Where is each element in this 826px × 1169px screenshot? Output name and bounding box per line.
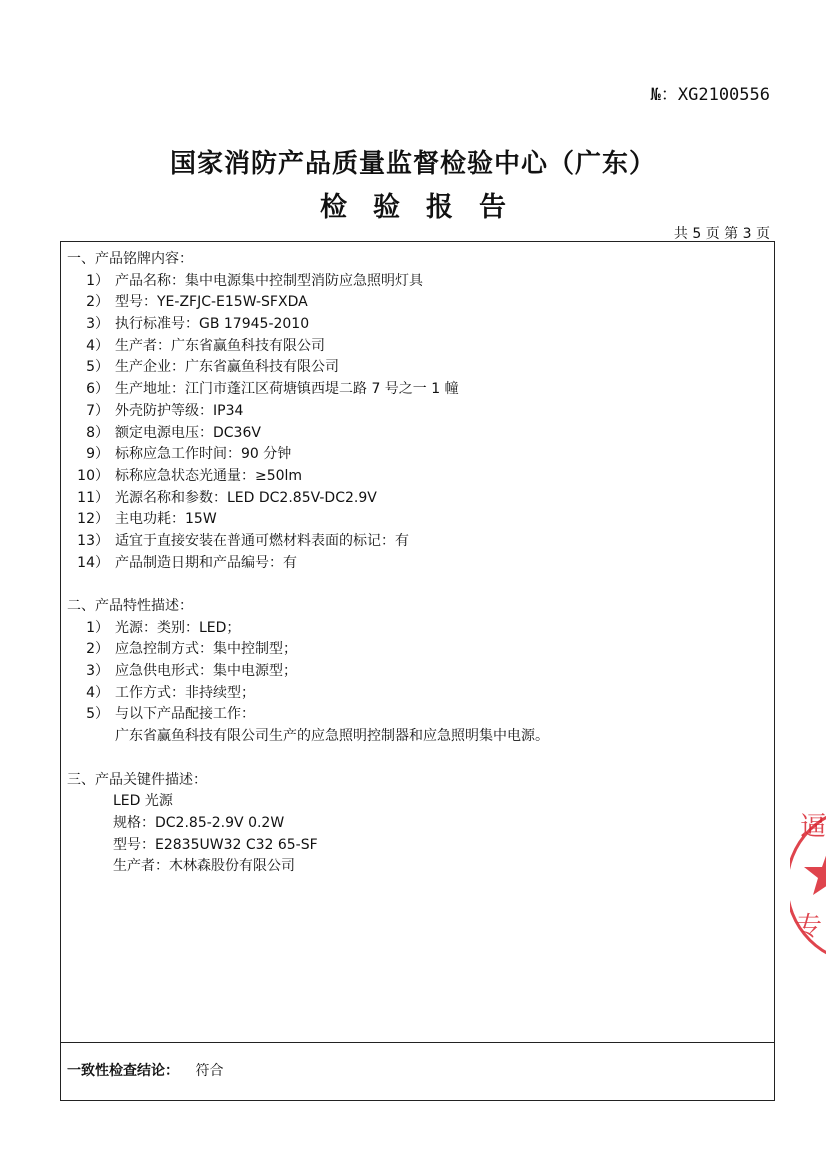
list-item: 1） 产品名称：集中电源集中控制型消防应急照明灯具	[86, 272, 423, 289]
list-item: 8） 额定电源电压：DC36V	[86, 424, 261, 441]
section-1-heading: 一、产品铭牌内容：	[67, 251, 193, 267]
report-title: 检验报告	[320, 192, 532, 223]
report-frame	[60, 241, 775, 1101]
organization-title: 国家消防产品质量监督检验中心（广东）	[169, 149, 656, 179]
list-item: 11） 光源名称和参数：LED DC2.85V-DC2.9V	[77, 489, 377, 506]
component-name: LED 光源	[113, 793, 173, 810]
list-item: 1） 光源：类别：LED；	[86, 619, 241, 636]
svg-text:专: 专	[796, 912, 823, 942]
divider	[61, 1042, 774, 1043]
report-content	[67, 249, 768, 878]
list-item: 5） 与以下产品配接工作：	[86, 706, 255, 723]
conclusion-label: 一致性检查结论：	[67, 1063, 179, 1079]
list-item: 4） 工作方式：非持续型；	[86, 684, 255, 701]
section-2-heading: 二、产品特性描述：	[67, 598, 193, 614]
section-3-heading: 三、产品关键件描述：	[67, 771, 207, 788]
component-manufacturer: 生产者：木林森股份有限公司	[113, 858, 295, 875]
report-number: №：XG2100556	[650, 85, 770, 105]
conclusion	[67, 1060, 223, 1080]
list-item: 3） 应急供电形式：集中电源型；	[86, 663, 297, 680]
spacer	[67, 748, 768, 770]
spacer	[67, 574, 768, 596]
list-item: 2） 应急控制方式：集中控制型；	[86, 641, 297, 658]
list-item: 14） 产品制造日期和产品编号：有	[77, 554, 297, 571]
page-info: 共 5 页 第 3 页	[673, 226, 770, 242]
list-item: 5） 生产企业：广东省赢鱼科技有限公司	[86, 359, 339, 376]
list-item: 3） 执行标准号：GB 17945-2010	[86, 316, 310, 333]
list-item: 6） 生产地址：江门市蓬江区荷塘镇西堤二路 7 号之一 1 幢	[86, 381, 459, 398]
official-seal	[790, 795, 826, 975]
component-spec: 规格：DC2.85-2.9V 0.2W	[113, 814, 285, 831]
list-item-continuation: 广东省赢鱼科技有限公司生产的应急照明控制器和应急照明集中电源。	[115, 728, 549, 745]
list-item: 9） 标称应急工作时间：90 分钟	[86, 446, 292, 463]
list-item: 7） 外壳防护等级：IP34	[86, 402, 244, 419]
list-item: 13） 适宜于直接安装在普通可燃材料表面的标记：有	[77, 532, 409, 549]
list-item: 4） 生产者：广东省赢鱼科技有限公司	[86, 337, 325, 354]
list-item: 2） 型号：YE-ZFJC-E15W-SFXDA	[86, 294, 308, 311]
conclusion-value: 符合	[195, 1063, 224, 1079]
list-item: 12） 主电功耗：15W	[77, 511, 217, 528]
component-model: 型号：E2835UW32 C32 65-SF	[113, 836, 318, 853]
list-item: 10） 标称应急状态光通量：≥50lm	[77, 467, 303, 484]
svg-text:逼: 逼	[800, 812, 826, 842]
